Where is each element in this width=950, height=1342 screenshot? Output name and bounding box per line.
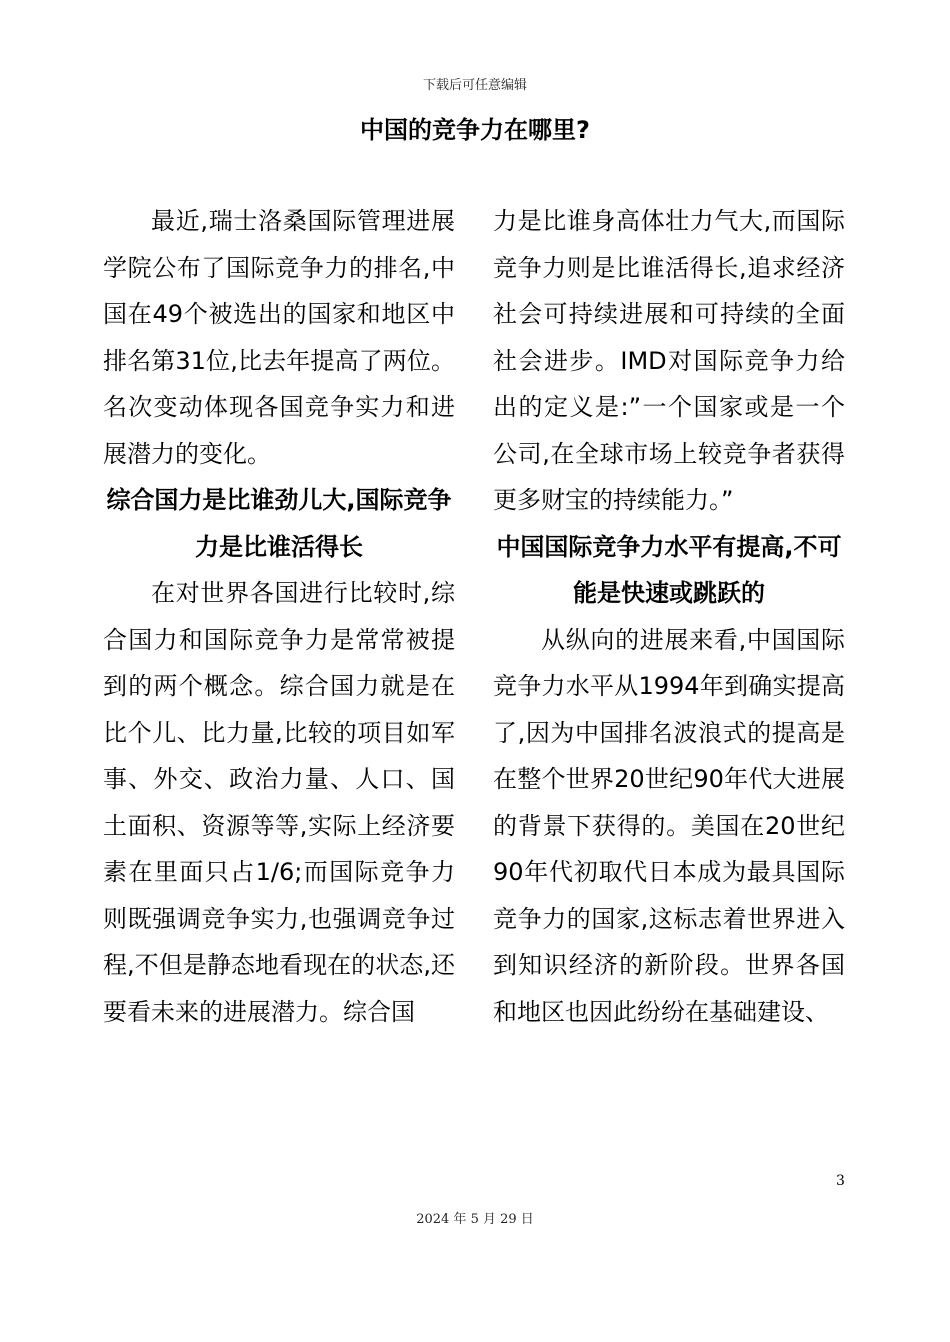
intro-paragraph: 最近,瑞士洛桑国际管理进展学院公布了国际竞争力的排名,中国在49个被选出的国家和地区中排名第31位,比去年提高了两位。名次变动体现各国竞争实力和进展潜力的变化。	[103, 207, 455, 468]
page-number: 3	[836, 1173, 845, 1189]
comparison-paragraph: 在对世界各国进行比较时,综合国力和国际竞争力是常常被提到的两个概念。综合国力就是在比个儿、比力量,比较的项目如军事、外交、政治力量、人口、国土面积、资源等等,实际上经济要素在里面只占1/6;而国际竞争力则既强调竞争实力,也强调竞争过程,不但是静态地看现在的状态,还要看未来的进展潜力。综合国	[103, 579, 455, 1026]
page-title: 中国的竞争力在哪里?	[360, 116, 590, 144]
section-heading-competitiveness-level: 中国国际竞争力水平有提高,不可能是快速或跳跃的	[496, 532, 842, 607]
footer-date: 2024 年 5 月 29 日	[416, 1212, 534, 1227]
right-column	[493, 198, 845, 1035]
header-note: 下载后可任意编辑	[422, 78, 527, 93]
left-column	[103, 198, 455, 1035]
development-paragraph: 从纵向的进展来看,中国国际竞争力水平从1994年到确实提高了,因为中国排名波浪式的提高是在整个世界20世纪90年代大进展的背景下获得的。美国在20世纪90年代初取代日本成为最具国际竞争力的国家,这标志着世界进入到知识经济的新阶段。世界各国和地区也因此纷纷在基础建设、	[493, 625, 845, 1026]
definition-paragraph: 力是比谁身高体壮力气大,而国际竞争力则是比谁活得长,追求经济社会可持续进展和可持续的全面社会进步。IMD对国际竞争力给出的定义是:”一个国家或是一个公司,在全球市场上较竞争者获得更多财宝的持续能力。”	[493, 207, 845, 514]
section-heading-comprehensive-power: 综合国力是比谁劲儿大,国际竞争力是比谁活得长	[106, 486, 452, 561]
